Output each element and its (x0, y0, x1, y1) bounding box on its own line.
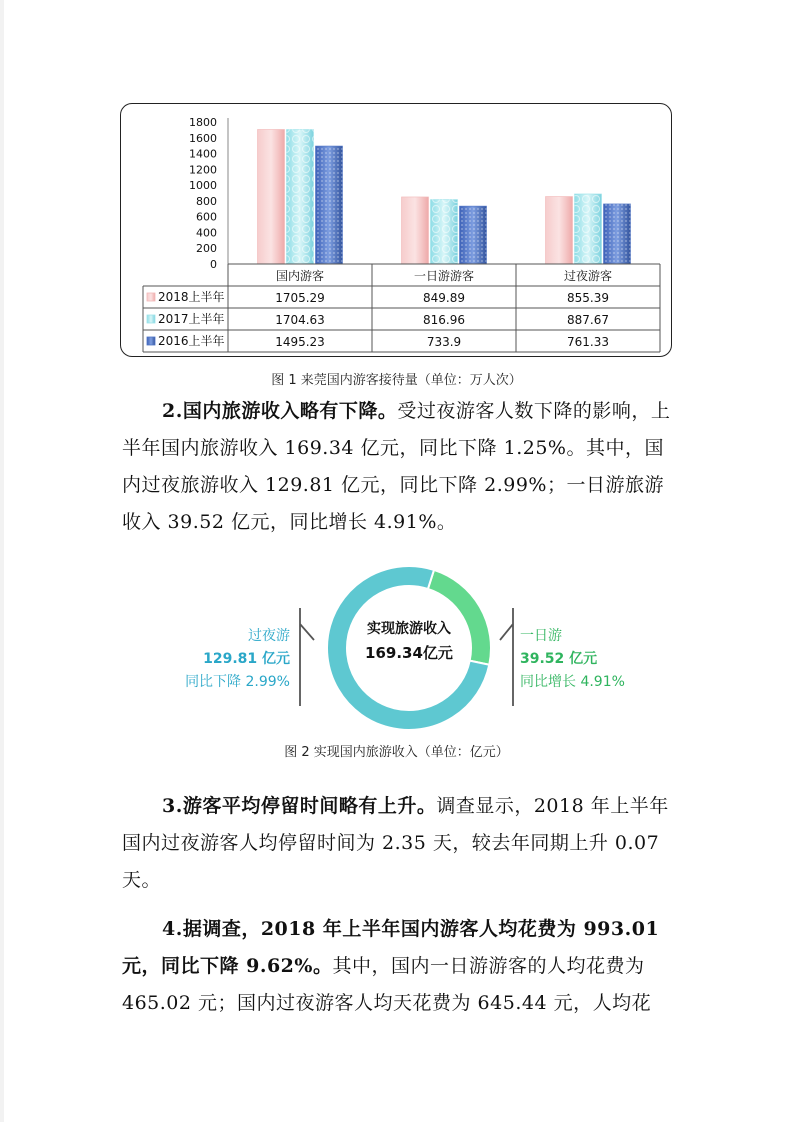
y-tick-label: 1200 (189, 163, 217, 177)
paragraph-4 (122, 911, 682, 1022)
paragraph-4-heading: 4.据调查，2018 年上半年国内游客人均花费为 993.01 元，同比下降 9.62%。 (122, 918, 660, 977)
paragraph-3-heading: 3.游客平均停留时间略有上升。 (162, 795, 437, 817)
table-cell: 733.9 (426, 335, 462, 349)
table-cell: 855.39 (567, 291, 609, 305)
left-bracket (300, 608, 314, 706)
y-tick-label: 0 (210, 258, 217, 271)
table-cell: 761.33 (567, 335, 609, 349)
overnight-label (160, 625, 290, 694)
table-cell: 1495.23 (275, 335, 325, 349)
table-cell: 816.96 (423, 313, 465, 327)
daytrip-label (520, 625, 660, 694)
y-tick-label: 400 (196, 226, 217, 240)
donut-center-title: 实现旅游收入 (367, 621, 451, 637)
paragraph-3 (122, 788, 682, 899)
paragraph-4-body: 其中，国内一日游游客的人均花费为 465.02 元；国内过夜游客人均天花费为 645.44 元，人均花 (122, 955, 652, 1014)
daytrip-name: 一日游 (520, 628, 562, 644)
paragraph-2-heading: 2.国内旅游收入略有下降。 (162, 400, 398, 422)
donut-center-value: 169.34亿元 (365, 644, 453, 662)
figure-2-caption: 图 2 实现国内旅游收入（单位：亿元） (284, 745, 509, 760)
figure-1-caption: 图 1 来莞国内游客接待量（单位：万人次） (271, 373, 522, 388)
legend-label: 2017上半年 (158, 312, 225, 326)
y-tick-label: 1600 (189, 131, 217, 145)
daytrip-change: 同比增长 4.91% (520, 674, 625, 690)
y-tick-label: 1800 (189, 116, 217, 129)
right-bracket (500, 608, 513, 706)
table-cell: 849.89 (423, 291, 465, 305)
legend-label: 2016上半年 (158, 334, 225, 348)
y-tick-label: 1400 (189, 147, 217, 161)
paragraph-2-body: 受过夜游客人数下降的影响，上半年国内旅游收入 169.34 亿元，同比下降 1.25%。其中，国内过夜旅游收入 129.81 亿元，同比下降 2.99%；一日游旅游收入 39.52 亿元，同比增长 4.91%。 (122, 400, 671, 533)
overnight-name: 过夜游 (248, 628, 290, 644)
y-tick-label: 1000 (189, 179, 217, 193)
table-header: 国内游客 (275, 269, 325, 283)
overnight-value: 129.81 亿元 (203, 651, 290, 667)
legend-label: 2018上半年 (158, 290, 225, 304)
y-tick-label: 800 (196, 194, 217, 208)
paragraph-3-body: 调查显示，2018 年上半年国内过夜游客人均停留时间为 2.35 天，较去年同期上升 0.07 天。 (122, 795, 669, 891)
table-header: 一日游游客 (413, 269, 475, 283)
y-tick-label: 600 (196, 210, 217, 224)
table-cell: 1704.63 (275, 313, 325, 327)
overnight-change: 同比下降 2.99% (185, 674, 290, 690)
daytrip-value: 39.52 亿元 (520, 651, 598, 667)
donut-center (340, 618, 478, 666)
table-cell: 1705.29 (275, 291, 325, 305)
table-header: 过夜游客 (563, 269, 613, 283)
table-cell: 887.67 (567, 313, 609, 327)
y-tick-label: 200 (196, 242, 217, 256)
